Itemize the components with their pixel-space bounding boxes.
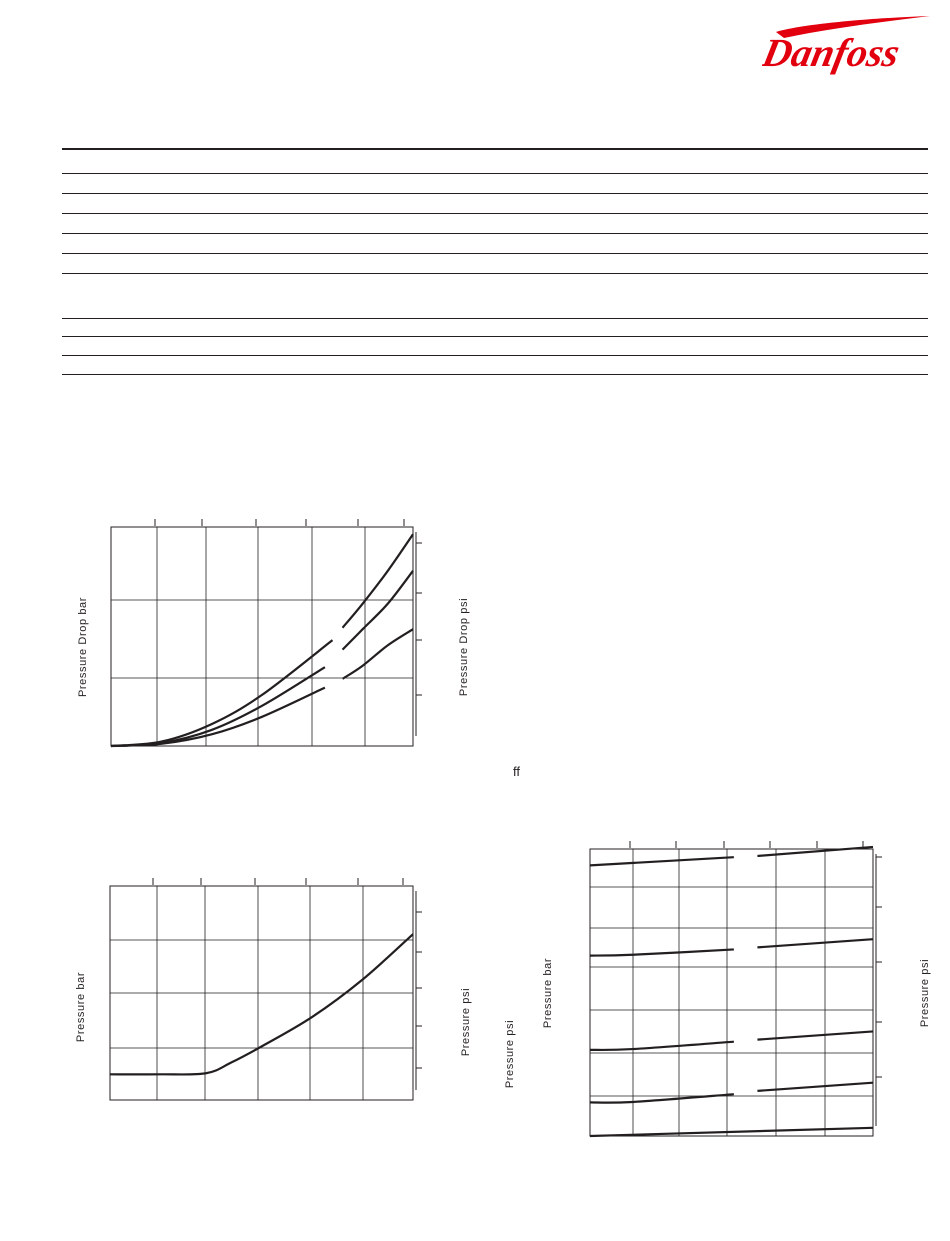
series-line-curve-1-continued	[343, 534, 413, 627]
spec-table-rule	[62, 233, 928, 234]
series-line-curve-3-continued	[757, 1031, 873, 1039]
spec-table-rule	[62, 173, 928, 174]
series-line-curve-5	[590, 1128, 873, 1136]
spec-table-rule	[62, 273, 928, 274]
plot-frame	[110, 886, 413, 1100]
series-line-curve-2	[590, 949, 734, 955]
spec-table-rule	[62, 253, 928, 254]
plot-frame	[111, 527, 413, 746]
series-line-curve-1-continued	[757, 847, 873, 856]
y-axis-label-right: Pressure psi	[919, 958, 931, 1028]
spec-table-rule	[62, 213, 928, 214]
y-axis-label-left: Pressure bar	[75, 971, 87, 1043]
y-axis-label-right: Pressure psi	[460, 987, 472, 1057]
y-axis-label-left: Pressure Drop bar	[77, 596, 89, 698]
spec-table-rule	[62, 374, 928, 375]
y-axis-label-right: Pressure Drop psi	[458, 597, 470, 697]
series-line-curve-4-continued	[757, 1083, 873, 1091]
series-line-curve-3	[111, 688, 325, 746]
series-line-curve-2	[111, 667, 325, 746]
spec-table-rule	[62, 193, 928, 194]
series-line-curve-3	[590, 1042, 734, 1050]
series-line-curve-2-continued	[343, 571, 413, 650]
series-line-curve-1	[110, 934, 413, 1074]
spec-table-rule	[62, 318, 928, 319]
series-line-curve-2-continued	[757, 939, 873, 947]
series-line-curve-3-continued	[343, 629, 413, 679]
y-axis-label-left: Pressure bar	[542, 957, 554, 1029]
danfoss-logo	[762, 12, 934, 76]
series-line-curve-1	[111, 640, 332, 746]
svg-text:Danfoss: Danfoss	[762, 30, 904, 75]
stray-label: ff	[513, 764, 520, 779]
y-axis-label-extra: Pressure psi	[504, 1019, 516, 1089]
spec-table-rule	[62, 336, 928, 337]
series-line-curve-4	[590, 1094, 734, 1103]
spec-table-rule	[62, 355, 928, 356]
spec-table-rule	[62, 148, 928, 150]
plot-frame	[590, 849, 873, 1136]
series-line-curve-1	[590, 857, 734, 865]
